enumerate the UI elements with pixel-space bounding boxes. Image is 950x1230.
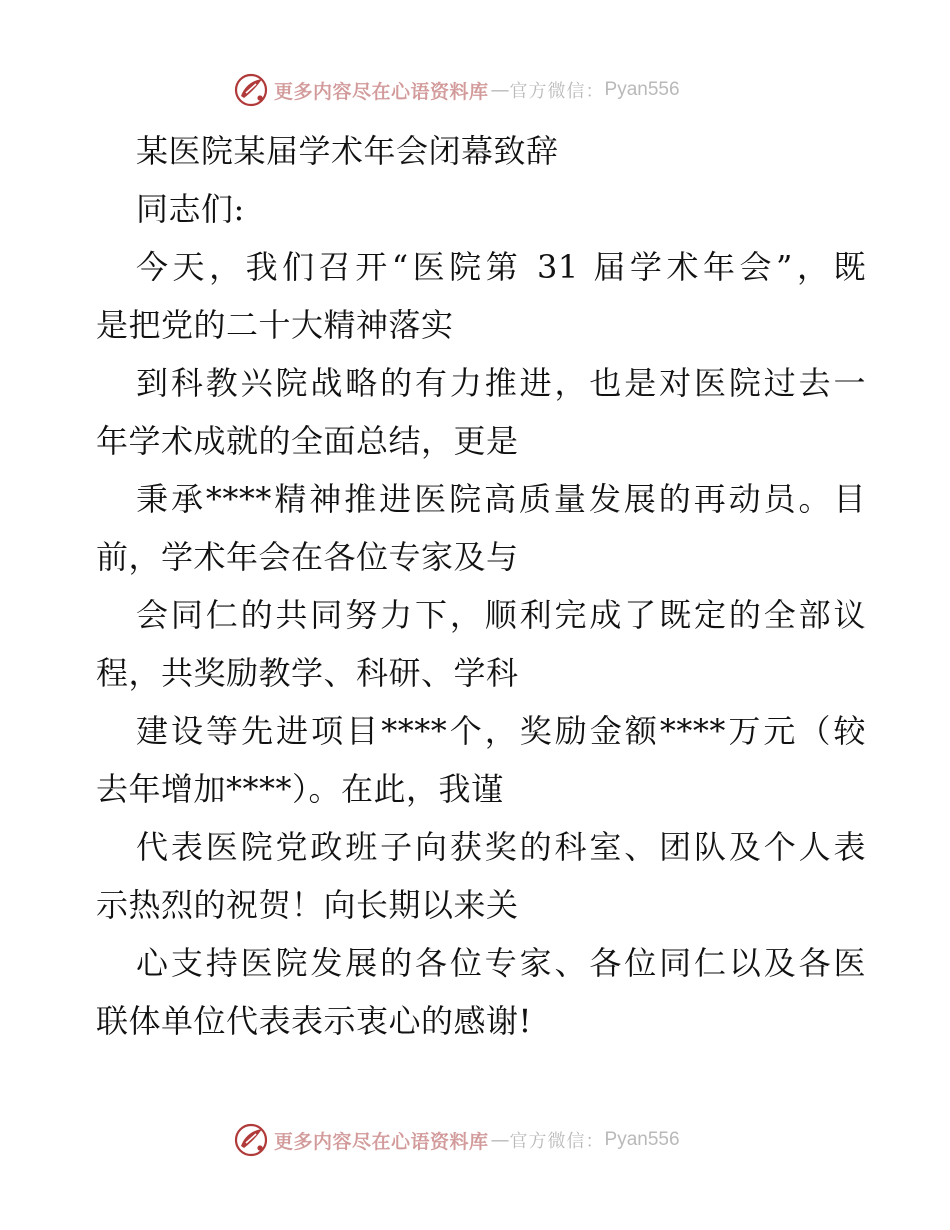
paragraph-line: 是把党的二十大精神落实 — [96, 306, 454, 344]
paragraph-line: 联体单位代表表示衷心的感谢! — [96, 1002, 532, 1040]
banner-wechat-id: Pyan556 — [604, 1129, 680, 1150]
paragraph-line: 建设等先进项目****个，奖励金额****万元（较 — [136, 712, 866, 750]
brand-logo-icon — [232, 71, 270, 109]
paragraph-line: 前，学术年会在各位专家及与 — [96, 538, 519, 576]
paragraph-line: 示热烈的祝贺！向长期以来关 — [96, 886, 519, 924]
paragraph-line: 秉承****精神推进医院高质量发展的再动员。目 — [136, 480, 866, 518]
paragraph-line: 去年增加****）。在此，我谨 — [96, 770, 504, 808]
document-body — [96, 122, 866, 1050]
document-title: 某医院某届学术年会闭幕致辞 — [136, 132, 559, 170]
header-banner — [232, 70, 680, 110]
paragraph-line: 今天，我们召开“医院第 31 届学术年会”，既 — [136, 248, 866, 286]
paragraph-line: 年学术成就的全面总结，更是 — [96, 422, 519, 460]
paragraph-line: 程，共奖励教学、科研、学科 — [96, 654, 519, 692]
banner-wechat-id: Pyan556 — [604, 79, 680, 100]
banner-separator: — — [490, 1129, 510, 1151]
footer-banner — [232, 1120, 680, 1160]
salutation: 同志们: — [136, 190, 245, 228]
banner-site-text: 更多内容尽在心语资料库 — [274, 80, 489, 103]
banner-wechat-label: 官方微信： — [509, 81, 605, 102]
banner-site-text: 更多内容尽在心语资料库 — [274, 1130, 489, 1153]
paragraph-line: 代表医院党政班子向获奖的科室、团队及个人表 — [136, 828, 866, 866]
paragraph-line: 会同仁的共同努力下，顺利完成了既定的全部议 — [136, 596, 866, 634]
paragraph-line: 到科教兴院战略的有力推进，也是对医院过去一 — [136, 364, 866, 402]
banner-separator: — — [490, 79, 510, 101]
brand-logo-icon — [232, 1121, 270, 1159]
paragraph-line: 心支持医院发展的各位专家、各位同仁以及各医 — [136, 944, 866, 982]
banner-wechat-label: 官方微信： — [509, 1131, 605, 1152]
